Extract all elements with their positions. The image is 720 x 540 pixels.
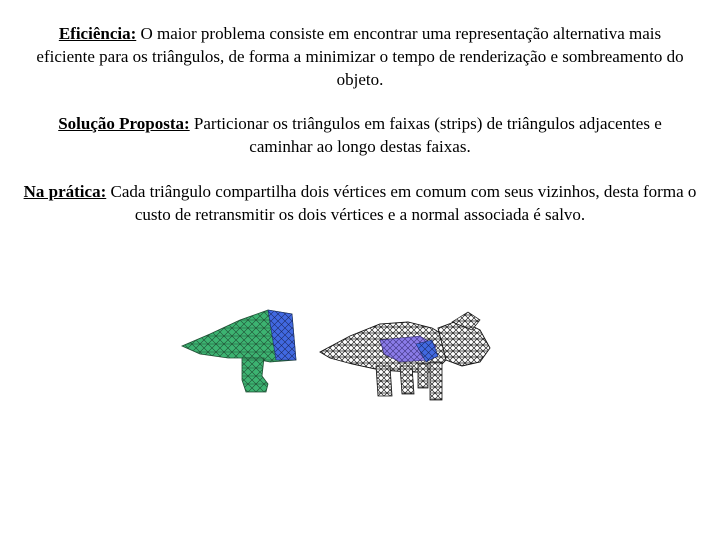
dinosaur-leg-mesh (182, 310, 296, 392)
term-eficiencia: Eficiência: (58, 24, 137, 43)
paragraph-solucao (0, 112, 720, 158)
triangle-strip-illustration (180, 300, 510, 410)
term-solucao: Solução Proposta: (58, 114, 190, 133)
text-solucao: Particionar os triângulos em faixas (strips) de triângulos adjacentes e caminhar ao longo destas faixas. (189, 114, 662, 156)
paragraph-pratica (0, 180, 720, 226)
text-eficiencia: O maior problema consiste em encontrar uma representação alternativa mais eficiente para os triângulos, de forma a minimizar o tempo de renderização e sombreamento do objeto. (36, 24, 684, 89)
text-pratica: Cada triângulo compartilha dois vértices em comum com seus vizinhos, desta forma o custo de retransmitir os dois vértices e a normal associada é salvo. (106, 182, 697, 224)
triceratops-mesh (320, 312, 490, 400)
term-pratica: Na prática: (23, 182, 107, 201)
paragraph-eficiencia (0, 22, 720, 91)
